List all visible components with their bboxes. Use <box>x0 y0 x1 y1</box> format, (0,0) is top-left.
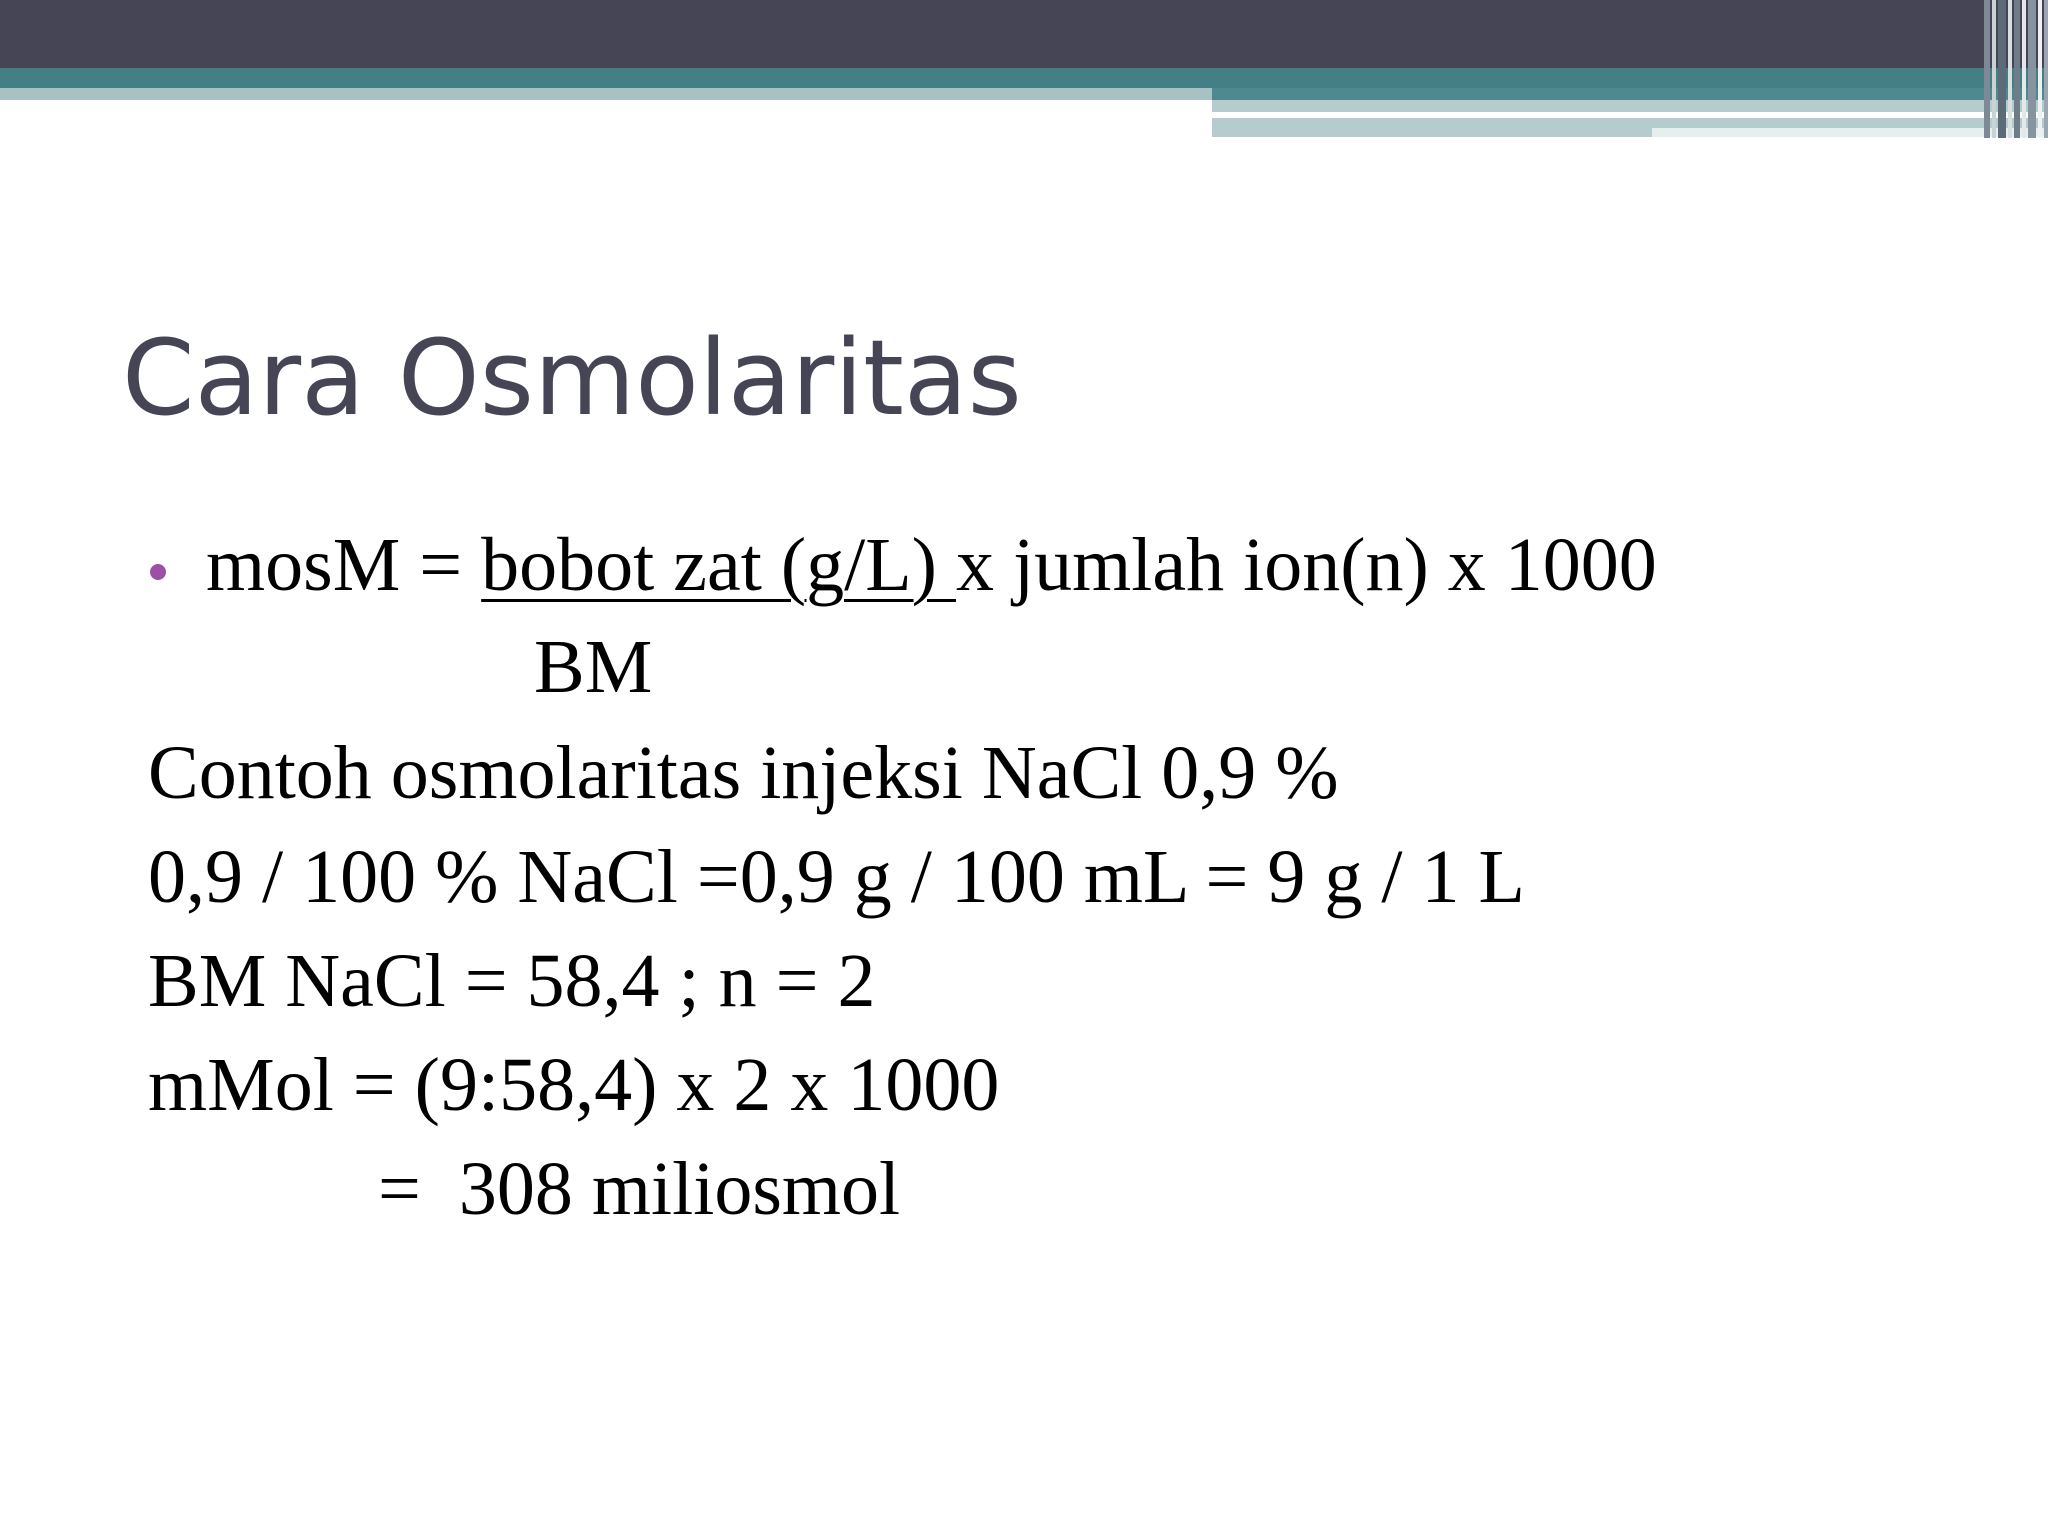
formula-denominator: BM <box>534 625 653 709</box>
slide-title: Cara Osmolaritas <box>122 317 1022 439</box>
bullet-dot <box>150 564 166 580</box>
molecular-weight-line: BM NaCl = 58,4 ; n = 2 <box>148 939 876 1023</box>
result-line: = 308 miliosmol <box>378 1147 901 1231</box>
formula-line <box>206 520 1657 610</box>
header-band-right-light <box>1212 100 2048 112</box>
formula-numerator: bobot zat (g/L) <box>481 523 956 607</box>
header-band-right-light-2 <box>1212 118 2048 128</box>
header-band-right-teal <box>1212 88 2048 100</box>
header-edge-stripes <box>1984 0 2048 138</box>
header-band-right-light-3 <box>1212 128 1652 137</box>
example-heading: Contoh osmolaritas injeksi NaCl 0,9 % <box>148 731 1339 815</box>
conversion-line: 0,9 / 100 % NaCl =0,9 g / 100 mL = 9 g / 1 L <box>148 835 1525 919</box>
formula-lhs: mosM = <box>206 523 482 607</box>
header-band-light <box>0 88 1212 100</box>
header-band-dark <box>0 0 2048 68</box>
header-band-teal <box>0 68 2048 88</box>
formula-rest: x jumlah ion(n) x 1000 <box>956 523 1657 607</box>
calculation-line: mMol = (9:58,4) x 2 x 1000 <box>148 1043 1000 1127</box>
